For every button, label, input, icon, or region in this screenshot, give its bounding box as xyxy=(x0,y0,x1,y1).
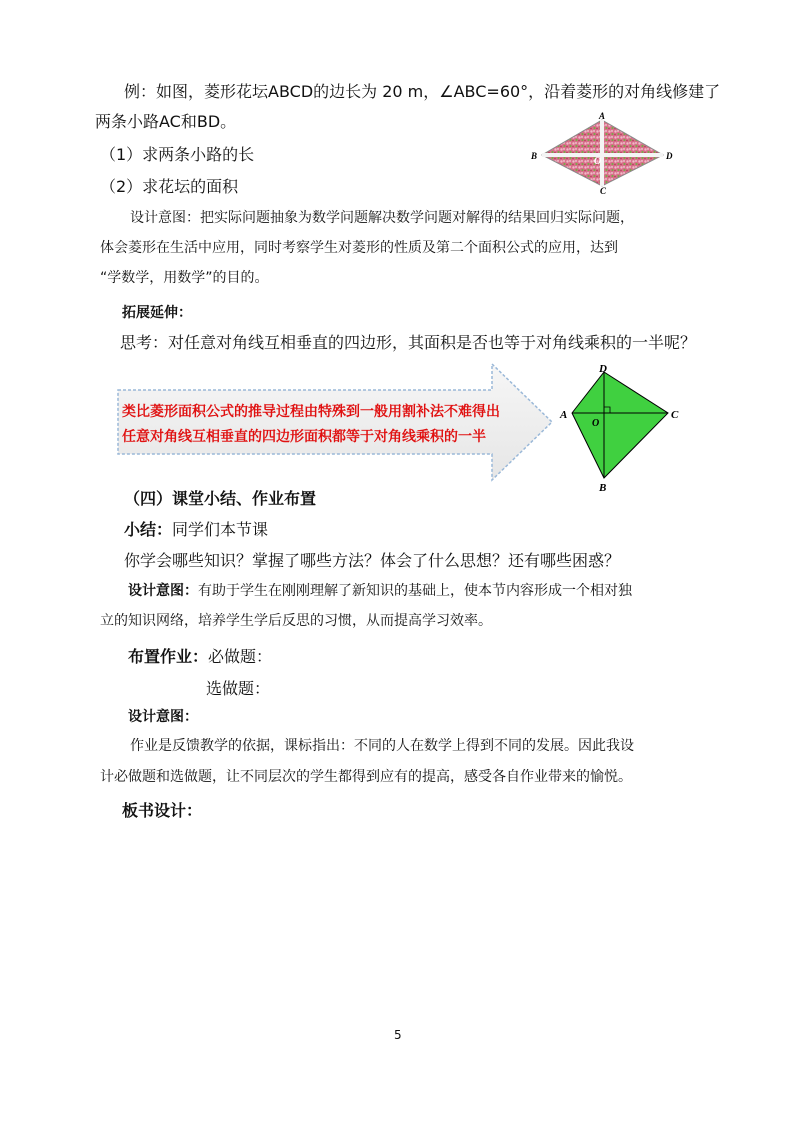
rhombus-label-o: O xyxy=(594,156,602,167)
perpendicular-diagonals-quadrilateral-figure xyxy=(558,360,688,495)
rhombus-flowerbed-figure xyxy=(530,112,680,194)
kite-label-d: D xyxy=(599,363,607,375)
extension-think: 思考：对任意对角线互相垂直的四边形，其面积是否也等于对角线乘积的一半呢？ xyxy=(120,333,697,352)
intent-3-label: 设计意图： xyxy=(128,709,198,725)
summary-line xyxy=(124,518,268,542)
page-number: 5 xyxy=(394,1028,402,1042)
example-line-2: 两条小路AC和BD。 xyxy=(95,112,237,131)
intent-2-label: 设计意图： xyxy=(128,583,198,599)
homework-required: 必做题： xyxy=(208,647,273,666)
summary-text: 同学们本节课 xyxy=(172,520,269,539)
extension-heading: 拓展延伸： xyxy=(122,305,192,321)
kite-label-b: B xyxy=(599,482,607,494)
intent-3-line-2: 计必做题和选做题，让不同层次的学生都得到应有的提高，感受各自作业带来的愉悦。 xyxy=(100,769,632,785)
homework-line xyxy=(128,645,272,669)
board-design-label: 板书设计： xyxy=(122,801,203,820)
intent-2-line-1 xyxy=(128,580,632,602)
intent-2-text-1: 有助于学生在刚刚理解了新知识的基础上，使本节内容形成一个相对独 xyxy=(198,583,632,599)
design-intent-1-line-3: “学数学，用数学”的目的。 xyxy=(100,270,269,286)
design-intent-1-line-2: 体会菱形在生活中应用，同时考察学生对菱形的性质及第二个面积公式的应用，达到 xyxy=(100,240,618,256)
question-2: （2）求花坛的面积 xyxy=(100,177,239,196)
homework-label: 布置作业： xyxy=(128,647,209,666)
rhombus-label-d: D xyxy=(666,151,673,161)
summary-label: 小结： xyxy=(124,520,173,539)
intent-2-line-2: 立的知识网络，培养学生学后反思的习惯，从而提高学习效率。 xyxy=(100,613,492,629)
rhombus-label-a: A xyxy=(599,112,606,121)
rhombus-label-b: B xyxy=(531,151,538,161)
rhombus-label-c: C xyxy=(600,186,607,194)
question-1: （1）求两条小路的长 xyxy=(100,145,255,164)
homework-optional: 选做题： xyxy=(206,679,271,698)
kite-label-o: O xyxy=(592,418,600,429)
design-intent-1-line-1: 设计意图：把实际问题抽象为数学问题解决数学问题对解得的结果回归实际问题， xyxy=(130,210,634,226)
kite-label-a: A xyxy=(560,409,568,421)
intent-3-line-1: 作业是反馈教学的依据，课标指出：不同的人在数学上得到不同的发展。因此我设 xyxy=(130,738,634,754)
kite-label-c: C xyxy=(671,409,679,421)
summary-questions: 你学会哪些知识？掌握了哪些方法？体会了什么思想？还有哪些困惑？ xyxy=(124,551,621,570)
example-line-1: 例：如图，菱形花坛ABCD的边长为 20 m，∠ABC=60°，沿着菱形的对角线修建了 xyxy=(124,82,721,101)
arrow-callout-line-1: 类比菱形面积公式的推导过程由特殊到一般用割补法不难得出 xyxy=(122,404,500,420)
section-4-heading: （四）课堂小结、作业布置 xyxy=(124,489,317,508)
arrow-callout-line-2: 任意对角线互相垂直的四边形面积都等于对角线乘积的一半 xyxy=(122,429,486,445)
